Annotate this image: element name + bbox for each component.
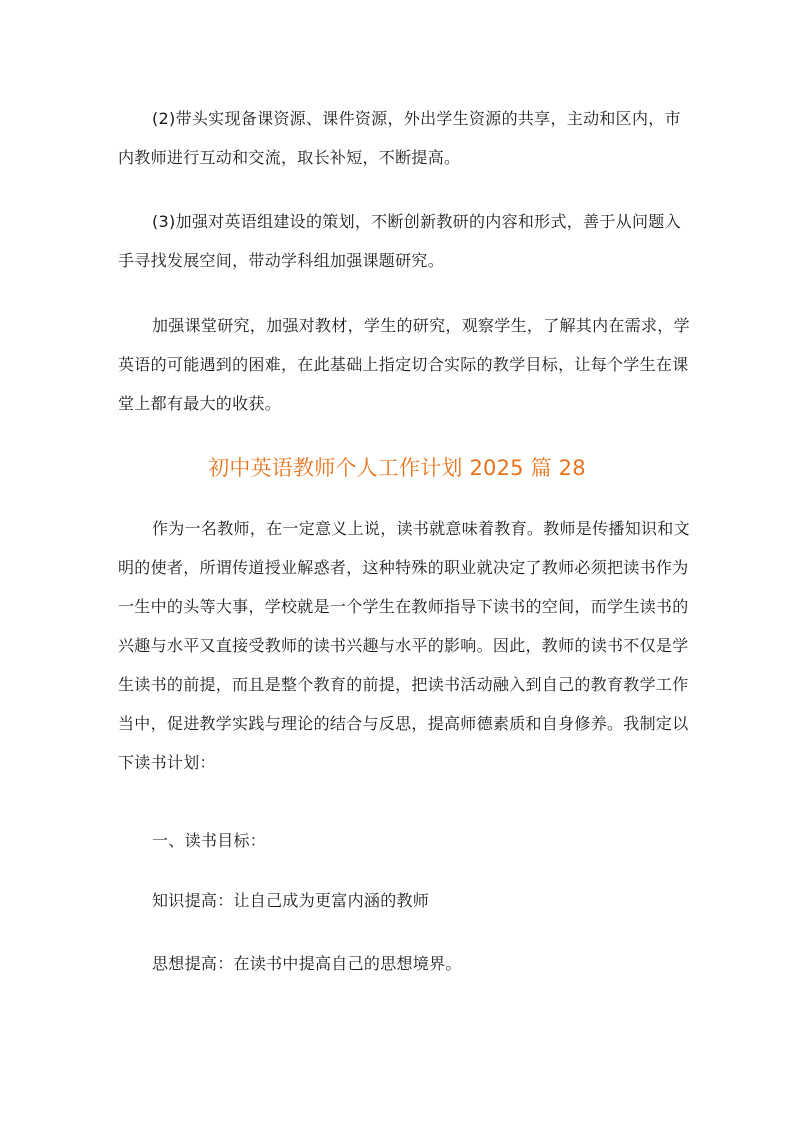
paragraph-classroom-research — [118, 306, 690, 423]
list-item-knowledge — [118, 881, 678, 920]
paragraph-line: 加强课堂研究，加强对教材，学生的研究，观察学生，了解其内在需求，学 — [152, 316, 690, 335]
paragraph-line: 手寻找发展空间，带动学科组加强课题研究。 — [118, 251, 445, 270]
section-heading: 初中英语教师个人工作计划 2025 篇 28 — [208, 456, 586, 480]
paragraph-line: 一生中的头等大事，学校就是一个学生在教师指导下读书的空间，而学生读书的 — [118, 597, 689, 616]
paragraph-line: 兴趣与水平又直接受教师的读书兴趣与水平的影响。因此，教师的读书不仅是学 — [118, 636, 689, 655]
paragraph-line: 下读书计划： — [118, 753, 216, 772]
paragraph-line: 英语的可能遇到的困难，在此基础上指定切合实际的教学目标，让每个学生在课 — [118, 355, 689, 374]
paragraph-line: 生读书的前提，而且是整个教育的前提，把读书活动融入到自己的教育教学工作 — [118, 675, 689, 694]
paragraph-line: 明的使者，所谓传道授业解惑者，这种特殊的职业就决定了教师必须把读书作为 — [118, 558, 689, 577]
paragraph-line: 作为一名教师，在一定意义上说，读书就意味着教育。教师是传播知识和文 — [152, 519, 690, 538]
paragraph-line: (2)带头实现备课资源、课件资源，外出学生资源的共享，主动和区内，市 — [152, 109, 681, 128]
paragraph-line: 堂上都有最大的收获。 — [118, 394, 282, 413]
paragraph-english-group — [118, 202, 681, 280]
list-item: 知识提高：让自己成为更富内涵的教师 — [152, 891, 430, 910]
list-item-thought — [118, 944, 678, 983]
list-item-reading-goals — [118, 821, 678, 860]
paragraph-line: 内教师进行互动和交流，取长补短，不断提高。 — [118, 148, 461, 167]
paragraph-line: (3)加强对英语组建设的策划，不断创新教研的内容和形式，善于从问题入 — [152, 212, 681, 231]
list-item: 思想提高：在读书中提高自己的思想境界。 — [152, 954, 462, 973]
paragraph-line: 当中，促进教学实践与理论的结合与反思，提高师德素质和自身修养。我制定以 — [118, 714, 689, 733]
paragraph-resource-sharing — [118, 99, 681, 177]
list-item: 一、读书目标： — [152, 831, 267, 850]
paragraph-reading-intro — [118, 509, 690, 782]
